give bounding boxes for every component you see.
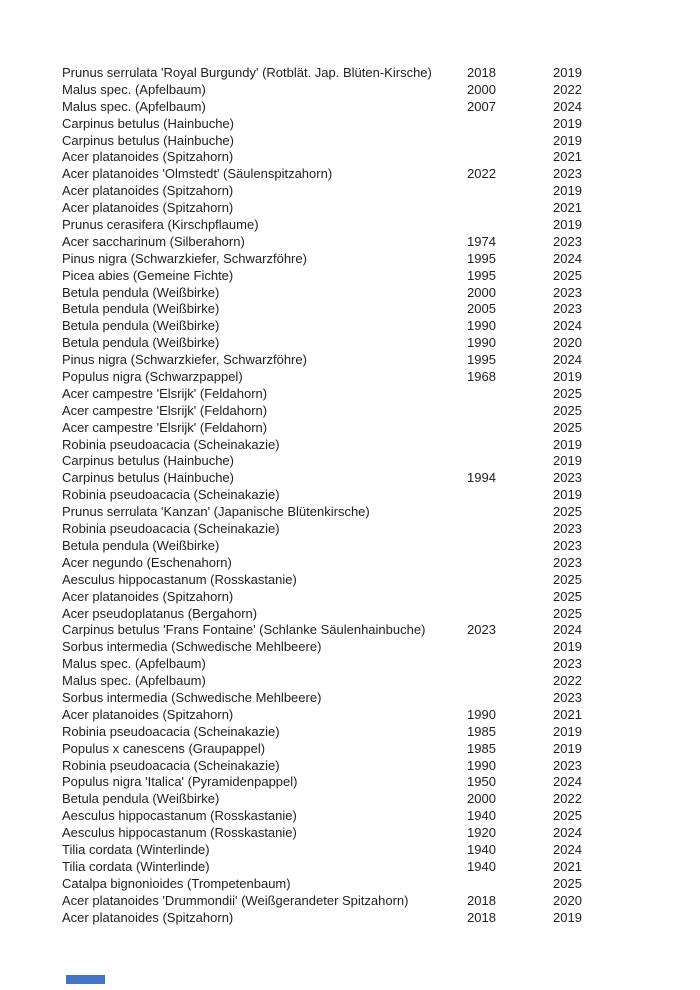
year-cell: 2025: [553, 571, 582, 587]
species-name: Betula pendula (Weißbirke): [62, 537, 220, 553]
year-cell: 2024: [553, 622, 582, 638]
table-row: [62, 420, 672, 437]
table-row: [62, 301, 672, 318]
species-name: Betula pendula (Weißbirke): [62, 791, 220, 807]
year-cell: 2024: [553, 98, 582, 114]
table-row: [62, 555, 672, 572]
year-cell: 2019: [553, 723, 582, 739]
year-cell: 2019: [553, 65, 582, 80]
year-cell: 2024: [553, 841, 582, 857]
species-name: Acer platanoides (Spitzahorn): [62, 149, 234, 165]
species-name: Pinus nigra (Schwarzkiefer, Schwarzföhre): [62, 352, 307, 368]
species-name: Aesculus hippocastanum (Rosskastanie): [62, 571, 297, 587]
year-planted-cell: 1920: [467, 825, 496, 841]
year-cell: 2019: [553, 453, 582, 469]
tree-list: [62, 65, 672, 926]
species-name: Robinia pseudoacacia (Scheinakazie): [62, 521, 280, 537]
table-row: [62, 65, 672, 82]
footer-accent-bar: [66, 975, 105, 984]
species-name: Betula pendula (Weißbirke): [62, 301, 220, 317]
year-planted-cell: 1940: [467, 858, 496, 874]
table-row: [62, 707, 672, 724]
table-row: [62, 572, 672, 589]
year-cell: 2019: [553, 217, 582, 233]
year-planted-cell: 1985: [467, 723, 496, 739]
table-row: [62, 859, 672, 876]
year-cell: 2019: [553, 909, 582, 925]
species-name: Malus spec. (Apfelbaum): [62, 656, 206, 672]
table-row: [62, 504, 672, 521]
year-cell: 2025: [553, 385, 582, 401]
species-name: Robinia pseudoacacia (Scheinakazie): [62, 487, 280, 503]
species-name: Prunus serrulata 'Kanzan' (Japanische Blütenkirsche): [62, 504, 370, 520]
species-name: Acer campestre 'Elsrijk' (Feldahorn): [62, 402, 268, 418]
table-row: [62, 369, 672, 386]
table-row: [62, 758, 672, 775]
year-cell: 2023: [553, 656, 582, 672]
species-name: Catalpa bignonioides (Trompetenbaum): [62, 875, 291, 891]
table-row: [62, 656, 672, 673]
species-name: Carpinus betulus (Hainbuche): [62, 453, 234, 469]
year-planted-cell: 1995: [467, 267, 496, 283]
table-row: [62, 234, 672, 251]
year-cell: 2019: [553, 639, 582, 655]
species-name: Malus spec. (Apfelbaum): [62, 98, 206, 114]
year-cell: 2024: [553, 250, 582, 266]
table-row: [62, 82, 672, 99]
species-name: Acer platanoides (Spitzahorn): [62, 909, 234, 925]
species-name: Acer platanoides 'Olmstedt' (Säulenspitzahorn): [62, 166, 333, 182]
year-planted-cell: 1985: [467, 740, 496, 756]
table-row: [62, 808, 672, 825]
table-row: [62, 318, 672, 335]
table-row: [62, 183, 672, 200]
year-cell: 2022: [553, 81, 582, 97]
table-row: [62, 724, 672, 741]
year-cell: 2024: [553, 774, 582, 790]
species-name: Carpinus betulus (Hainbuche): [62, 115, 234, 131]
table-row: [62, 99, 672, 116]
table-row: [62, 622, 672, 639]
table-row: [62, 268, 672, 285]
year-cell: 2019: [553, 369, 582, 385]
year-cell: 2019: [553, 183, 582, 199]
species-name: Acer saccharinum (Silberahorn): [62, 233, 245, 249]
year-cell: 2021: [553, 200, 582, 216]
species-name: Aesculus hippocastanum (Rosskastanie): [62, 808, 297, 824]
table-row: [62, 521, 672, 538]
table-row: [62, 825, 672, 842]
table-row: [62, 453, 672, 470]
table-row: [62, 470, 672, 487]
year-cell: 2025: [553, 605, 582, 621]
year-planted-cell: 2000: [467, 81, 496, 97]
table-row: [62, 893, 672, 910]
species-name: Malus spec. (Apfelbaum): [62, 673, 206, 689]
species-name: Prunus serrulata 'Royal Burgundy' (Rotblät. Jap. Blüten-Kirsche): [62, 65, 432, 80]
year-planted-cell: 1974: [467, 233, 496, 249]
year-cell: 2021: [553, 149, 582, 165]
species-name: Populus x canescens (Graupappel): [62, 740, 266, 756]
year-cell: 2019: [553, 740, 582, 756]
table-row: [62, 487, 672, 504]
year-planted-cell: 2018: [467, 892, 496, 908]
year-cell: 2023: [553, 166, 582, 182]
year-planted-cell: 1995: [467, 250, 496, 266]
table-row: [62, 217, 672, 234]
species-name: Sorbus intermedia (Schwedische Mehlbeere): [62, 689, 322, 705]
table-row: [62, 673, 672, 690]
year-planted-cell: 1968: [467, 369, 496, 385]
year-planted-cell: 2005: [467, 301, 496, 317]
species-name: Acer platanoides (Spitzahorn): [62, 706, 234, 722]
year-cell: 2025: [553, 875, 582, 891]
species-name: Robinia pseudoacacia (Scheinakazie): [62, 757, 280, 773]
year-planted-cell: 2000: [467, 791, 496, 807]
year-cell: 2024: [553, 352, 582, 368]
year-planted-cell: 1940: [467, 841, 496, 857]
table-row: [62, 842, 672, 859]
year-planted-cell: 1995: [467, 352, 496, 368]
year-planted-cell: 1994: [467, 470, 496, 486]
table-row: [62, 251, 672, 268]
species-name: Pinus nigra (Schwarzkiefer, Schwarzföhre): [62, 250, 307, 266]
table-row: [62, 335, 672, 352]
species-name: Acer platanoides (Spitzahorn): [62, 200, 234, 216]
table-row: [62, 791, 672, 808]
species-name: Tilia cordata (Winterlinde): [62, 841, 210, 857]
table-row: [62, 639, 672, 656]
table-row: [62, 589, 672, 606]
species-name: Carpinus betulus (Hainbuche): [62, 470, 234, 486]
species-name: Acer negundo (Eschenahorn): [62, 554, 232, 570]
species-name: Acer platanoides (Spitzahorn): [62, 588, 234, 604]
species-name: Sorbus intermedia (Schwedische Mehlbeere): [62, 639, 322, 655]
table-row: [62, 538, 672, 555]
table-row: [62, 149, 672, 166]
table-row: [62, 116, 672, 133]
species-name: Acer pseudoplatanus (Bergahorn): [62, 605, 258, 621]
year-cell: 2023: [553, 470, 582, 486]
species-name: Acer campestre 'Elsrijk' (Feldahorn): [62, 419, 268, 435]
year-planted-cell: 1990: [467, 318, 496, 334]
year-cell: 2023: [553, 554, 582, 570]
year-cell: 2021: [553, 706, 582, 722]
species-name: Betula pendula (Weißbirke): [62, 335, 220, 351]
table-row: [62, 606, 672, 623]
table-row: [62, 690, 672, 707]
year-cell: 2025: [553, 267, 582, 283]
year-cell: 2023: [553, 521, 582, 537]
year-cell: 2020: [553, 892, 582, 908]
table-row: [62, 285, 672, 302]
year-planted-cell: 1950: [467, 774, 496, 790]
year-planted-cell: 1990: [467, 706, 496, 722]
table-row: [62, 437, 672, 454]
year-cell: 2023: [553, 757, 582, 773]
species-name: Robinia pseudoacacia (Scheinakazie): [62, 723, 280, 739]
year-planted-cell: 1940: [467, 808, 496, 824]
year-cell: 2021: [553, 858, 582, 874]
species-name: Malus spec. (Apfelbaum): [62, 81, 206, 97]
year-cell: 2025: [553, 808, 582, 824]
table-row: [62, 386, 672, 403]
year-cell: 2025: [553, 402, 582, 418]
year-planted-cell: 2018: [467, 65, 496, 80]
year-planted-cell: 1990: [467, 335, 496, 351]
year-planted-cell: 2007: [467, 98, 496, 114]
table-row: [62, 133, 672, 150]
species-name: Robinia pseudoacacia (Scheinakazie): [62, 436, 280, 452]
table-row: [62, 876, 672, 893]
year-cell: 2025: [553, 419, 582, 435]
year-cell: 2019: [553, 115, 582, 131]
table-row: [62, 910, 672, 927]
year-cell: 2023: [553, 301, 582, 317]
year-cell: 2023: [553, 233, 582, 249]
table-row: [62, 741, 672, 758]
table-row: [62, 774, 672, 791]
species-name: Acer campestre 'Elsrijk' (Feldahorn): [62, 385, 268, 401]
year-cell: 2019: [553, 132, 582, 148]
year-cell: 2022: [553, 673, 582, 689]
table-row: [62, 200, 672, 217]
species-name: Tilia cordata (Winterlinde): [62, 858, 210, 874]
year-cell: 2023: [553, 689, 582, 705]
year-cell: 2024: [553, 318, 582, 334]
year-cell: 2019: [553, 487, 582, 503]
species-name: Populus nigra 'Italica' (Pyramidenpappel): [62, 774, 298, 790]
year-planted-cell: 2000: [467, 284, 496, 300]
table-row: [62, 352, 672, 369]
table-row: [62, 166, 672, 183]
year-planted-cell: 2023: [467, 622, 496, 638]
year-cell: 2022: [553, 791, 582, 807]
year-cell: 2025: [553, 504, 582, 520]
year-cell: 2019: [553, 436, 582, 452]
species-name: Prunus cerasifera (Kirschpflaume): [62, 217, 259, 233]
species-name: Acer platanoides (Spitzahorn): [62, 183, 234, 199]
year-planted-cell: 2022: [467, 166, 496, 182]
year-cell: 2023: [553, 284, 582, 300]
species-name: Carpinus betulus 'Frans Fontaine' (Schlanke Säulenhainbuche): [62, 622, 426, 638]
species-name: Picea abies (Gemeine Fichte): [62, 267, 234, 283]
year-cell: 2024: [553, 825, 582, 841]
species-name: Acer platanoides 'Drummondii' (Weißgerandeter Spitzahorn): [62, 892, 409, 908]
year-cell: 2023: [553, 537, 582, 553]
species-name: Populus nigra (Schwarzpappel): [62, 369, 243, 385]
year-cell: 2020: [553, 335, 582, 351]
species-name: Aesculus hippocastanum (Rosskastanie): [62, 825, 297, 841]
year-planted-cell: 1990: [467, 757, 496, 773]
year-planted-cell: 2018: [467, 909, 496, 925]
species-name: Carpinus betulus (Hainbuche): [62, 132, 234, 148]
year-cell: 2025: [553, 588, 582, 604]
table-row: [62, 403, 672, 420]
species-name: Betula pendula (Weißbirke): [62, 318, 220, 334]
species-name: Betula pendula (Weißbirke): [62, 284, 220, 300]
